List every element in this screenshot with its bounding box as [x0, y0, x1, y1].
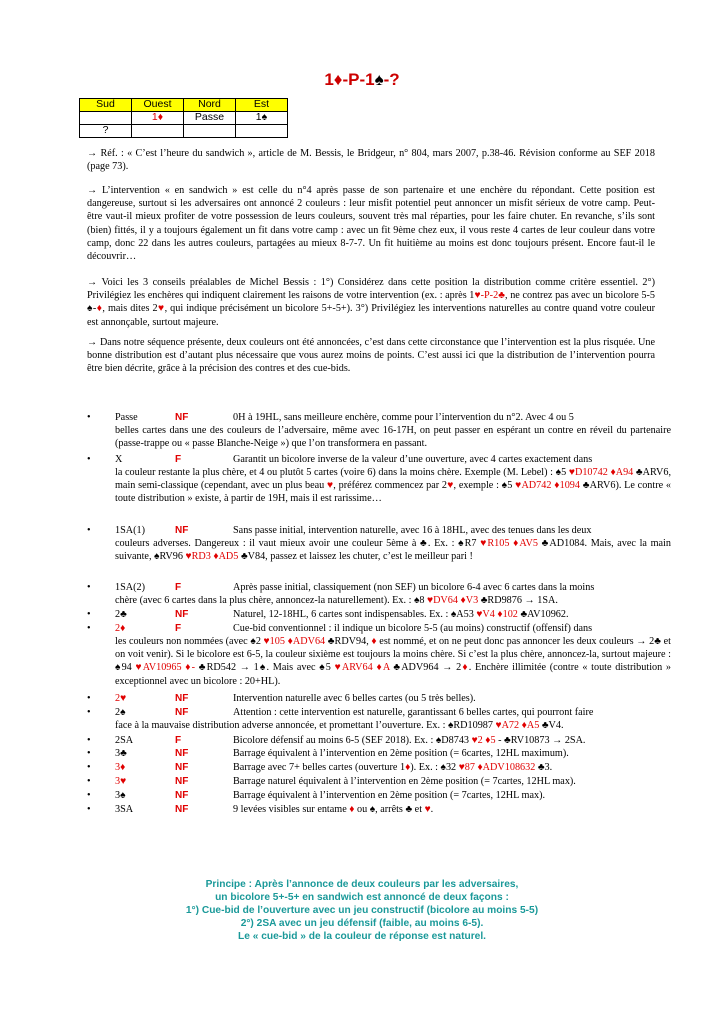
- cell-empty: [132, 125, 184, 138]
- bullet-icon: •: [87, 623, 91, 634]
- bid-name: X: [115, 454, 123, 465]
- forcing-tag: NF: [175, 412, 189, 423]
- forcing-tag: NF: [175, 790, 189, 801]
- bid-description: Naturel, 12-18HL, 6 cartes sont indispensables. Ex. : ♠A53 ♥V4 ♦102 ♣AV10962.: [233, 609, 569, 620]
- cell-sud-question: ?: [80, 125, 132, 138]
- bid-name: Passe: [115, 412, 138, 423]
- forcing-tag: NF: [175, 525, 189, 536]
- bullet-icon: •: [87, 762, 91, 773]
- cell-empty: [184, 125, 236, 138]
- principle-line: 1°) Cue-bid de l’ouverture avec un jeu constructif (bicolore au moins 5-5): [185, 905, 539, 916]
- red-suit-text: ♥RD3: [185, 551, 211, 563]
- forcing-tag: NF: [175, 609, 189, 620]
- red-suit-text: ♦AD5: [213, 551, 239, 563]
- bullet-icon: •: [87, 412, 91, 423]
- bullet-icon: •: [87, 582, 91, 593]
- forcing-tag: NF: [175, 762, 189, 773]
- red-suit-text: ♥V4: [476, 609, 495, 620]
- red-suit-text: ♥87: [458, 762, 475, 773]
- red-suit-text: ♦: [120, 762, 126, 773]
- bullet-icon: •: [87, 525, 91, 536]
- red-suit-text: ♥: [424, 804, 431, 815]
- red-suit-text: ♥-P-2♣: [474, 290, 506, 302]
- bid-description-cont: couleurs adverses. Dangereux : il vaut mieux avoir une couleur 5ème à ♣. Ex. : ♠R7 ♥R105 ♦AV5 ♣AD1084. Mais, avec la main suivante, ♠RV96 ♥RD3 ♦AD5 ♣V84, passez et laissez les chuter, c’est le meilleur pari !: [115, 538, 671, 563]
- bullet-icon: •: [87, 454, 91, 465]
- red-suit-text: ♥AV10965: [135, 662, 182, 674]
- forcing-tag: F: [175, 623, 182, 634]
- red-suit-text: ♥A72: [495, 720, 520, 731]
- bid-name: 2♦: [115, 623, 126, 634]
- forcing-tag: F: [175, 582, 182, 593]
- bid-description: Barrage équivalent à l’intervention en 2ème position (= 7cartes, 12HL max).: [233, 790, 546, 801]
- bid-description-cont: les couleurs non nommées (avec ♠2 ♥105 ♦ADV64 ♣RDV94, ♦ est nommé, et on ne peut donc pas annoncer les deux couleurs → 2♣ et on voit venir). Si le bicolore est 6-5, la couleur sixième est toujours la moins chère. Si c’est la plus chère, annoncez-la, surtout majeure : ♠94 ♥AV10965 ♦- ♣RD542 → 1♠. Mais avec ♠5 ♥ARV64 ♦A ♣ADV964 → 2♦. Enchère illimitée (contre « toute distribution » exceptionnel avec un bicolore : 20+HL).: [115, 636, 672, 687]
- red-suit-text: ♦: [461, 662, 469, 674]
- advice-paragraph: → Voici les 3 conseils préalables de Michel Bessis : 1°) Considérez dans cette position la distribution comme critère essentiel. 2°) Privilégiez les enchères qui indiquent clairement les raisons de votre intervention (ex. : après 1♥-P-2♣, ne contrez pas avec un bicolore 5-5 ♠-♦, mais dites 2♥, qui indique précisément un bicolore 5+-5+). 3°) Privilégiez les interventions naturelles au contre quand votre couleur est annonçable, surtout majeure.: [87, 277, 655, 328]
- red-suit-text: ♥AD742: [515, 480, 552, 492]
- auction-row: [80, 125, 288, 138]
- bullet-icon: •: [87, 804, 91, 815]
- bullet-icon: •: [87, 776, 91, 787]
- forcing-tag: NF: [175, 748, 189, 759]
- red-suit-text: ♥DV64: [427, 595, 458, 606]
- bid-description: Bicolore défensif au moins 6-5 (SEF 2018). Ex. : ♠D8743 ♥2 ♦5 - ♣RV10873 → 2SA.: [233, 735, 586, 746]
- title-part: -?: [383, 70, 400, 89]
- red-suit-text: ♦-: [185, 662, 196, 674]
- bid-name: 2SA: [115, 735, 134, 746]
- bid-name: 2♣: [115, 609, 127, 620]
- bullet-icon: •: [87, 707, 91, 718]
- bid-description: 0H à 19HL, sans meilleure enchère, comme pour l’intervention du n°2. Avec 4 ou 5: [233, 412, 574, 423]
- header-nord: Nord: [184, 99, 236, 112]
- cell-sud: [80, 112, 132, 125]
- page-title: [0, 70, 724, 90]
- bid-description: Sans passe initial, intervention naturelle, avec 16 à 18HL, avec des tenues dans les deux: [233, 525, 592, 536]
- forcing-tag: F: [175, 735, 182, 746]
- bid-description: Garantit un bicolore inverse de la valeur d’une ouverture, avec 4 cartes exactement dans: [233, 454, 593, 465]
- sequence-paragraph: → Dans notre séquence présente, deux couleurs ont été annoncées, c’est dans cette circonstance que l’intervention est la plus risquée. Une bonne distribution est d’autant plus nécessaire que vous aurez moins de points. C’est aussi ici que la distribution de l’intervention pourra être bien décrite, grâce à la précision des contres et des cue-bids.: [87, 337, 655, 375]
- red-suit-text: ♥R105: [480, 538, 510, 549]
- spade-icon: ♠: [374, 70, 384, 89]
- red-suit-text: ♥2: [471, 735, 483, 746]
- forcing-tag: NF: [175, 693, 189, 704]
- forcing-tag: F: [175, 454, 182, 465]
- red-suit-text: ♦: [405, 762, 411, 773]
- bid-description: 9 levées visibles sur entame ♦ ou ♠, arrêts ♣ et ♥.: [233, 804, 434, 815]
- reference-paragraph: → Réf. : « C’est l’heure du sandwich », article de M. Bessis, le Bridgeur, n° 804, mars 2007, p.38-46. Révision conforme au SEF 2018 (page 73).: [87, 148, 655, 173]
- bid-name: 2♠: [115, 707, 126, 718]
- header-ouest: Ouest: [132, 99, 184, 112]
- bid-description: Après passe initial, classiquement (non SEF) un bicolore 6-4 avec 6 cartes dans la moins: [233, 582, 595, 593]
- forcing-tag: NF: [175, 804, 189, 815]
- principle-line: un bicolore 5+-5+ en sandwich est annoncé de deux façons :: [215, 892, 509, 903]
- red-suit-text: ♦: [371, 636, 377, 647]
- red-suit-text: ♥: [120, 776, 127, 787]
- diamond-icon: ♦: [333, 70, 343, 89]
- title-part: -P-1: [342, 70, 375, 89]
- title-part: 1: [324, 70, 334, 89]
- red-suit-text: ♦102: [497, 609, 518, 620]
- bid-description: Barrage équivalent à l’intervention en 2ème position (= 6cartes, 12HL maximum).: [233, 748, 569, 759]
- header-sud: Sud: [80, 99, 132, 112]
- bullet-icon: •: [87, 790, 91, 801]
- bid-name: 3♠: [115, 790, 126, 801]
- bid-description: Barrage avec 7+ belles cartes (ouverture 1♦). Ex. : ♠32 ♥87 ♦ADV108632 ♣3.: [233, 762, 553, 773]
- bid-name: 2♥: [115, 693, 127, 704]
- bid-name: 3♦: [115, 762, 126, 773]
- bid-name: 1SA(1): [115, 525, 145, 536]
- red-suit-text: ♦ADV108632: [477, 762, 536, 773]
- forcing-tag: NF: [175, 707, 189, 718]
- bid-name: 3♣: [115, 748, 127, 759]
- bid-description: Barrage naturel équivalent à l’intervention en 2ème position (= 7cartes, 12HL max).: [233, 776, 576, 787]
- bid-name: 3SA: [115, 804, 134, 815]
- bullet-icon: •: [87, 609, 91, 620]
- bullet-icon: •: [87, 735, 91, 746]
- bid-description-cont: face à la mauvaise distribution adverse annoncée, et promettant l’ouverture. Ex. : ♠RD10987 ♥A72 ♦A5 ♣V4.: [115, 720, 564, 731]
- auction-header-row: [80, 99, 288, 112]
- bid-description-cont: belles cartes dans une des couleurs de l’adversaire, même avec 16-17H, on peut passer en espérant un contre en réveil du partenaire (passe-trappe ou « passe Blanche-Neige ») que l’on transformera en passant.: [115, 425, 671, 450]
- red-suit-text: ♥ARV64: [334, 662, 373, 674]
- red-suit-text: ♦ADV64: [287, 636, 326, 647]
- principle-box: [0, 878, 724, 943]
- cell-nord: Passe: [184, 112, 236, 125]
- bid-description-cont: la couleur restante la plus chère, et 4 ou plutôt 5 cartes (voire 6) dans la moins chère. Exemple (M. Lebel) : ♠5 ♥D10742 ♦A94 ♣ARV6, main semi-classique (cependant, avec un plus beau ♥, préférez commencez par 2♥, exemple : ♠5 ♥AD742 ♦1094 ♣ARV6). Le contre « toute distribution » existe, à partir de 19H, mais il est rarissime…: [115, 467, 671, 505]
- auction-table: [79, 98, 288, 138]
- red-suit-text: ♦: [349, 804, 355, 815]
- red-suit-text: ♦: [157, 111, 164, 123]
- cell-ouest: 1♦: [132, 112, 184, 125]
- header-est: Est: [236, 99, 288, 112]
- red-suit-text: ♦AV5: [513, 538, 538, 549]
- bid-name: 1SA(2): [115, 582, 145, 593]
- principle-line: 2°) 2SA avec un jeu défensif (faible, au moins 6-5).: [240, 918, 484, 929]
- principle-line: Le « cue-bid » de la couleur de réponse est naturel.: [238, 931, 486, 942]
- red-suit-text: ♦: [96, 303, 103, 315]
- red-suit-text: ♦A: [376, 662, 390, 674]
- bid-description: Attention : cette intervention est naturelle, garantissant 6 belles cartes, qui pourront faire: [233, 707, 594, 718]
- red-suit-text: ♦1094: [554, 480, 580, 492]
- red-suit-text: ♦: [120, 623, 126, 634]
- bid-description-cont: chère (avec 6 cartes dans la plus chère, annoncez-la naturellement). Ex. : ♠8 ♥DV64 ♦V3 ♣RD9876 → 1SA.: [115, 595, 558, 606]
- red-suit-text: ♥: [447, 480, 454, 492]
- bid-description: Cue-bid conventionnel : il indique un bicolore 5-5 (au moins) constructif (offensif) dans: [233, 623, 593, 634]
- principle-line: Principe : Après l’annonce de deux couleurs par les adversaires,: [205, 879, 519, 890]
- intro-paragraph: → L’intervention « en sandwich » est celle du n°4 après passe de son partenaire et une enchère du répondant. Cette position est dangereuse, surtout si les adversaires ont annoncé 2 couleurs : leur misfit potentiel peut annoncer un misfit sérieux de votre camp. Peut-être vaut-il mieux profiter de votre possession de leurs couleurs, souvent très mal réparties, pour les faire chuter. En revanche, s’ils sont (bien) fittés, il y a toujours également un fit dans votre camp : avec un fit 9ème chez eux, il vous reste 4 cartes de leur couleur dans votre camp, donc 22 dans les autres couleurs, partagées au mieux 8-7-7. Un fit huitième au moins est donc toujours présent. Encore faut-il le découvrir…: [87, 185, 655, 263]
- red-suit-text: ♥D10742: [568, 467, 608, 478]
- bid-name: 3♥: [115, 776, 127, 787]
- bullet-icon: •: [87, 748, 91, 759]
- red-suit-text: ♥: [120, 693, 127, 704]
- red-suit-text: ♦5: [485, 735, 496, 746]
- bid-description: Intervention naturelle avec 6 belles cartes (ou 5 très belles).: [233, 693, 476, 704]
- red-suit-text: ♥105: [263, 636, 285, 647]
- cell-est: 1♠: [236, 112, 288, 125]
- red-suit-text: ♦V3: [460, 595, 479, 606]
- red-suit-text: ♦A94: [610, 467, 634, 478]
- cell-empty: [236, 125, 288, 138]
- auction-row: [80, 112, 288, 125]
- red-suit-text: ♦A5: [521, 720, 540, 731]
- red-suit-text: ♥: [327, 480, 334, 492]
- forcing-tag: NF: [175, 776, 189, 787]
- red-suit-text: ♥: [157, 303, 165, 315]
- bullet-icon: •: [87, 693, 91, 704]
